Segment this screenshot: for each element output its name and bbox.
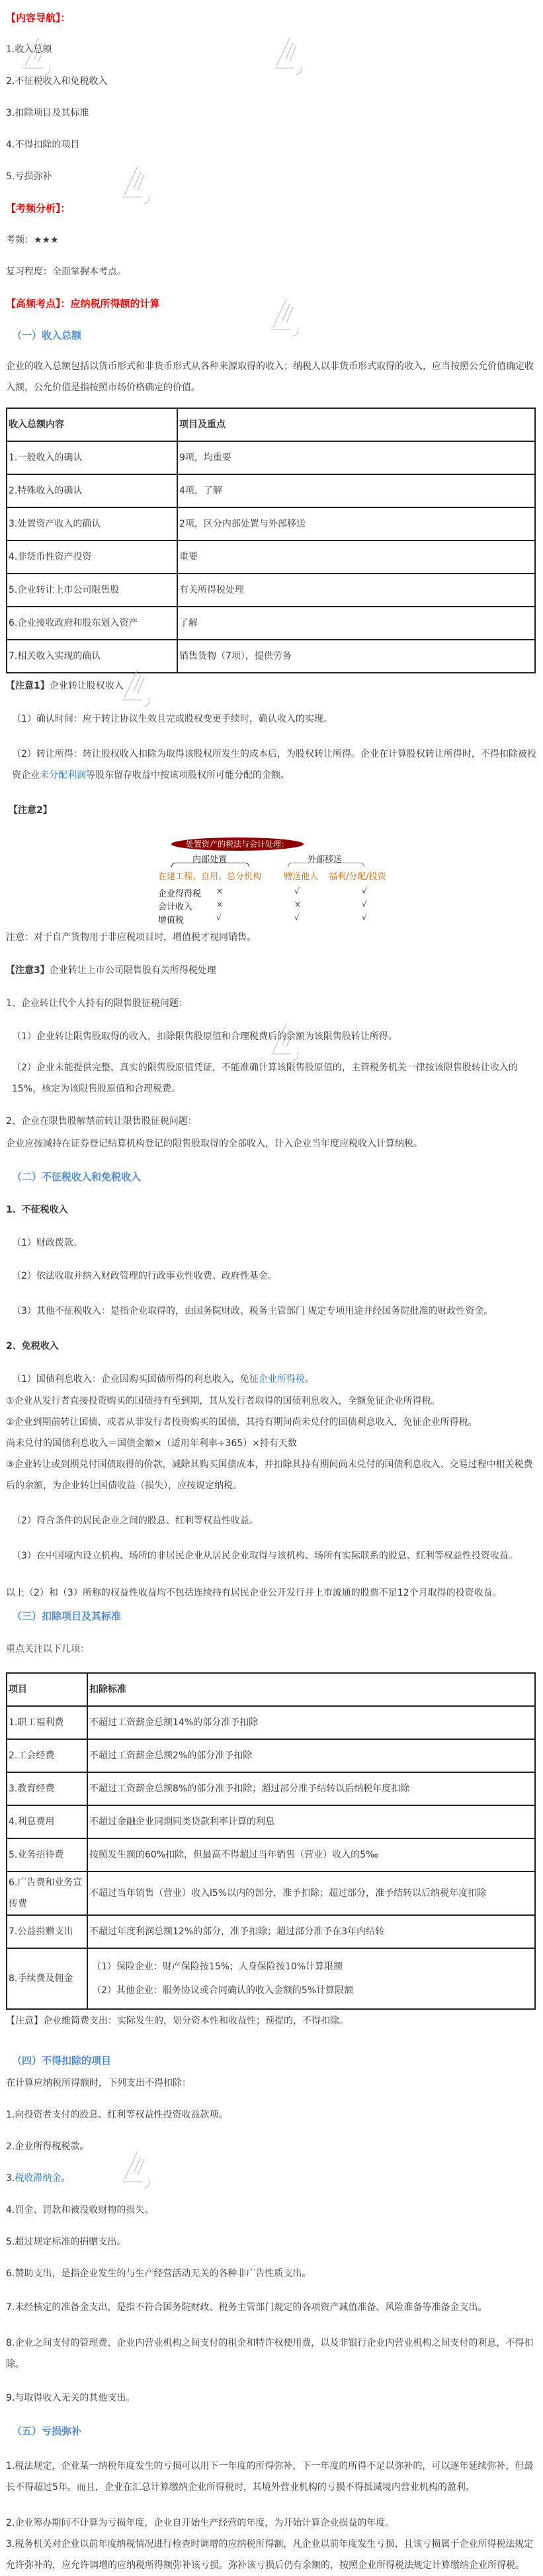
table-row: [7, 607, 535, 640]
diagram-mark: ×: [294, 900, 302, 909]
diagram-category: 在建工程、自用、总分机构: [158, 872, 262, 882]
table-row: [7, 1805, 535, 1838]
diagram-mark: √: [294, 913, 300, 922]
diagram-row-label: 增值税: [158, 916, 185, 925]
diagram-mark: ×: [216, 886, 224, 896]
table-row: [7, 1915, 535, 1948]
diagram-category: 福利/分配/投资: [329, 872, 386, 882]
frequency-line: [6, 232, 537, 249]
table-header: 项目: [7, 1673, 87, 1706]
table-cell: 8.手续费及佣金: [7, 1948, 87, 2009]
non-deductible-item: 8.企业之间支付的管理费、企业内营业机构之间支付的租金和特许权使用费，以及非银行企业内营业机构之间支付的利息，不得扣除。: [6, 2338, 534, 2370]
table-cell: 4.非货币性资产投资: [7, 540, 177, 574]
table-cell: 不超过年度利润总额12%的部分，准予扣除；超过部分准予在3年内结转: [87, 1915, 535, 1948]
brace-external: [288, 863, 364, 867]
table-cell: 9项，均重要: [177, 441, 535, 474]
table-row: [7, 1772, 535, 1805]
table-cell: 6.企业接收政府和股东划入资产: [7, 607, 177, 640]
diagram-mark: √: [362, 886, 367, 896]
note1-p2-text: （2）转让所得：转让股权收入扣除为取得该股权所发生的成本后，为股权转让所得。企业在计算股权转让所得时，不得扣除被投资企业: [12, 749, 536, 781]
table-cell: 2.特殊收入的确认: [7, 474, 177, 507]
diagram-group-internal: 内部处置: [192, 855, 228, 865]
table-cell: 销售货物（7项），提供劳务: [177, 640, 535, 673]
table-cell: [87, 1948, 535, 2009]
note3-q2: 2、企业在限售股解禁前转让限售股征税问题：: [6, 1116, 197, 1127]
frequency-stars: ★★★: [34, 235, 59, 245]
table-cell: 7.相关收入实现的确认: [7, 640, 177, 673]
note3: [6, 962, 537, 979]
tax-exempt-heading: 2、免税收入: [6, 1341, 59, 1352]
table-row: [7, 1948, 535, 2009]
table-cell: 2.工会经费: [7, 1739, 87, 1772]
table-cell: 1.职工福利费: [7, 1706, 87, 1739]
income-table: [6, 408, 536, 673]
diagram-mark: √: [362, 900, 367, 909]
non-deductible-item: 4.罚金、罚款和被没收财物的损失。: [6, 2205, 154, 2215]
table-cell-line: （1）保险企业：财产保险按15%；人身保险按10%计算限额: [92, 1961, 343, 1972]
table-row: [7, 1739, 535, 1772]
non-deductible-item: 7.未经核定的准备金支出，是指不符合国务院财政、税务主管部门规定的各项资产减值准备、风险准备等准备金支出。: [6, 2302, 487, 2313]
diagram-row-label: 会计收入: [158, 902, 193, 912]
table-row: [7, 1706, 535, 1739]
table-cell-line: （2）其他企业：服务协议或合同确认的收入金额的5%计算限额: [92, 1985, 354, 1996]
note1-p1: （1）确认时间：应于转让协议生效且完成股权变更手续时，确认收入的实现。: [12, 714, 333, 724]
non-taxable-item: （1）财政拨款。: [12, 1238, 83, 1248]
tax-exempt-p1: [6, 1371, 537, 1388]
note2-footnote: 注意：对于自产货物用于非应税项目时，增值税才视同销售。: [6, 932, 256, 943]
table-cell: 5.业务招待费: [7, 1838, 87, 1871]
table-cell: 3.教育经费: [7, 1772, 87, 1805]
interest-formula: 尚未兑付的国债利息收入＝国债金额×（适用年利率÷365）×持有天数: [6, 1438, 297, 1449]
diagram-title: 处置资产的税法与会计处理：: [171, 837, 304, 851]
non-deductible-item: 9.与取得收入无关的其他支出。: [6, 2393, 136, 2403]
note1-title: 企业转让股权收入: [49, 681, 124, 691]
table-row: [7, 1871, 535, 1915]
enterprise-income-tax-link[interactable]: 企业所得税: [258, 1374, 305, 1385]
asset-disposal-diagram: [158, 837, 396, 923]
note2-label: 【注意2】: [9, 805, 52, 816]
table-cell: 不超过工资薪金总额2%的部分准予扣除: [87, 1739, 535, 1772]
table-row: [7, 441, 535, 474]
note3-q2-p1: 企业应按减持在证券登记结算机构登记的限售股取得的全部收入，计入企业当年度应税收入计算纳税。: [6, 1138, 423, 1149]
tax-exempt-p1-end: 。: [304, 1374, 314, 1385]
diagram-mark: ×: [216, 900, 224, 909]
diagram-mark: √: [362, 913, 367, 922]
section-3-intro: 重点关注以下几项：: [6, 1644, 89, 1654]
table-cell: 1.一般收入的确认: [7, 441, 177, 474]
table-header-row: [7, 1673, 535, 1706]
review-level: 复习程度：全面掌握本考点。: [6, 267, 126, 277]
table-row: [7, 507, 535, 540]
section-2-title: （二）不征税收入和免税收入: [12, 1171, 142, 1183]
section-1-title: （一）收入总额: [12, 329, 82, 341]
table-cell: 2项，区分内部处置与外部移送: [177, 507, 535, 540]
note3-q1-p1: （1）企业转让限售股取得的收入，扣除限售股原值和合理税费后的余额为该限售股转让所得。: [12, 1031, 397, 1042]
table-row: [7, 640, 535, 673]
table-cell: 不超过当年销售（营业）收入l5%以内的部分，准予扣除；超过部分，准予结转以后纳税年度扣除: [87, 1871, 535, 1915]
table-cell: 不超过工资薪金总额14%的部分准予扣除: [87, 1706, 535, 1739]
section-4-intro: 在计算应纳税所得额时，下列支出不得扣除：: [6, 2078, 191, 2088]
tax-exempt-note: 以上（2）和（3）所称的权益性收益均不包括连续持有居民企业公开发行并上市流通的股票不足12个月取得的投资收益。: [6, 1588, 502, 1598]
diagram-group-external: 外部移送: [308, 855, 343, 865]
brace-internal: [171, 863, 249, 867]
table-cell: 了解: [177, 607, 535, 640]
non-deductible-item: 1.向投资者支付的股息、红利等权益性投资收益款项。: [6, 2110, 228, 2120]
table-cell: 6.广告费和业务宣传费: [7, 1871, 87, 1915]
non-taxable-item: （3）其他不征税收入：是指企业取得的，由国务院财政、税务主管部门 规定专项用途并经国务院批准的财政性资金。: [12, 1306, 493, 1316]
table-cell: 4项，了解: [177, 474, 535, 507]
section-1-intro: 企业的收入总额包括以货币形式和非货币形式从各种来源取得的收入；纳税人以非货币形式取得的收入，应当按照公允价值确定收入额，公允价值是指按照市场价格确定的价值。: [6, 361, 534, 393]
deduction-table: [6, 1672, 536, 2010]
table-header: 项目及重点: [177, 408, 535, 441]
tax-exempt-c1: ①企业从发行者直接投资购买的国债持有至到期，其从发行者取得的国债利息收入，全额免征企业所得税。: [6, 1396, 440, 1406]
note3-title: 企业转让上市公司限售股有关所得税处理: [49, 965, 216, 976]
table-row: [7, 540, 535, 574]
note1-label: 【注意1】: [6, 681, 50, 691]
table-cell: 有关所得税处理: [177, 574, 535, 607]
nav-item-2: 2.不征税收入和免税收入: [6, 76, 108, 87]
undistributed-profit-link[interactable]: 未分配利润: [40, 770, 86, 781]
tax-exempt-p1-text: （1）国债利息收入：企业因购买国债所得的利息收入，免征: [12, 1374, 259, 1385]
non-taxable-item: （2）依法收取并纳入财政管理的行政事业性收费、政府性基金。: [12, 1271, 277, 1281]
non-deductible-item: [6, 2170, 537, 2187]
note1-p2: [6, 744, 537, 786]
table-cell: 4.利息费用: [7, 1805, 87, 1838]
diagram-category: 赠送他人: [284, 872, 319, 882]
table-cell: 不超过工资薪金总额8%的部分准予扣除；超过部分准予结转以后纳税年度扣除: [87, 1772, 535, 1805]
item-prefix: 3.: [6, 2173, 15, 2184]
section-3-title: （三）扣除项目及其标准: [12, 1610, 122, 1622]
tax-exempt-p2: （2）符合条件的居民企业之间的股息、红利等权益性收益。: [12, 1516, 259, 1526]
note3-label: 【注意3】: [6, 965, 50, 976]
note3-q1-p2: （2）企业未能提供完整、真实的限售股原值凭证，不能准确计算该限售股原值的，主管税务机关一律按该限售股转让收入的15%，核定为该限售股原值和合理税费。: [12, 1062, 518, 1094]
loss-carryforward-item: 2.企业筹办期间不计算为亏损年度，企业自开始生产经营的年度，为开始计算企业损益的年度。: [6, 2518, 395, 2528]
diagram-mark: √: [294, 886, 300, 896]
section-4-title: （四）不得扣除的项目: [12, 2055, 112, 2067]
diagram-mark: √: [216, 913, 222, 922]
non-deductible-item: 2.企业所得税税款。: [6, 2141, 89, 2152]
note1-p2-text-end: 等股东留存收益中按该项股权所可能分配的金额。: [86, 770, 290, 781]
section-5-title: （五）亏损弥补: [12, 2425, 82, 2437]
table-cell: 7.公益捐赠支出: [7, 1915, 87, 1948]
nav-item-3: 3.扣除项目及其标准: [6, 108, 89, 118]
table-header-row: [7, 408, 535, 441]
section-3-note: 【注意】企业维简费支出：实际发生的，划分资本性和收益性；预提的，不得扣除。: [6, 2016, 349, 2026]
diagram-row-label: 企业得得税: [158, 889, 202, 899]
table-row: [7, 574, 535, 607]
table-header: 扣除标准: [87, 1673, 535, 1706]
non-deductible-item: 6.赞助支出，是指企业发生的与生产经营活动无关的各种非广告性质支出。: [6, 2268, 312, 2279]
table-row: [7, 474, 535, 507]
note3-q1: 1、企业转让代个人持有的限售股征税问题：: [6, 998, 188, 1009]
tax-exempt-c3: ③企业转让或到期兑付国债取得的价款，减除其购买国债成本，并扣除其持有期间尚未兑付的国债利息收入、交易过程中相关税费后的余额，为企业转让国债收益（损失），应按规定纳税。: [6, 1459, 533, 1491]
analysis-heading: 【考频分析】：: [6, 202, 71, 214]
tax-exempt-p3: （3）在中国境内设立机构、场所的非居民企业从居民企业取得与该机构、场所有实际联系的股息、红利等权益性投资收益。: [12, 1551, 518, 1561]
non-deductible-item: 5.超过规定标准的捐赠支出。: [6, 2237, 126, 2247]
loss-carryforward-item: 3.税务机关对企业以前年度纳税情况进行检查时调增的应纳税所得额，凡企业以前年度发生亏损、且该亏损属于企业所得税法规定允许弥补的，应允许调增的应纳税所得额弥补该亏损。弥补该亏损后仍有余额的，按照企业所得税法规定计算缴纳企业所得税。: [6, 2539, 534, 2571]
table-cell: 不超过金融企业同期同类贷款利率计算的利息: [87, 1805, 535, 1838]
frequency-label: 考频：: [6, 235, 34, 245]
non-taxable-heading: 1、不征税收入: [6, 1205, 68, 1215]
tax-exempt-c2: ②企业到期前转让国债、或者从非发行者投资购买的国债，其持有期间尚未兑付的国债利息收入，免征企业所得税。: [6, 1417, 478, 1428]
nav-item-1: 1.收入总额: [6, 44, 52, 55]
nav-heading: 【内容导航】：: [6, 12, 71, 24]
loss-carryforward-item: 1.税法规定，企业某一纳税年度发生的亏损可以用下一年度的所得弥补，下一年度的所得不足以弥补的，可以逐年延续弥补，但最长不得超过5年。而且，企业在汇总计算缴纳企业所得税时，其境外营业机构的亏损不得抵减境内营业机构的盈利。: [6, 2461, 534, 2493]
table-row: [7, 1838, 535, 1871]
topic-heading: 【高频考点】：应纳税所得额的计算: [6, 298, 160, 310]
item-suffix: 。: [61, 2173, 71, 2184]
table-cell: 按照发生额的60%扣除，但最高不得超过当年销售（营业）收入的5‰: [87, 1838, 535, 1871]
table-cell: 5.企业转让上市公司限售股: [7, 574, 177, 607]
note1: [6, 677, 537, 695]
table-cell: 重要: [177, 540, 535, 574]
table-header: 收入总额内容: [7, 408, 177, 441]
nav-item-5: 5.亏损弥补: [6, 171, 52, 182]
nav-item-4: 4.不得扣除的项目: [6, 140, 80, 150]
late-fee-link[interactable]: 税收滞纳金: [15, 2173, 62, 2184]
table-cell: 3.处置资产收入的确认: [7, 507, 177, 540]
